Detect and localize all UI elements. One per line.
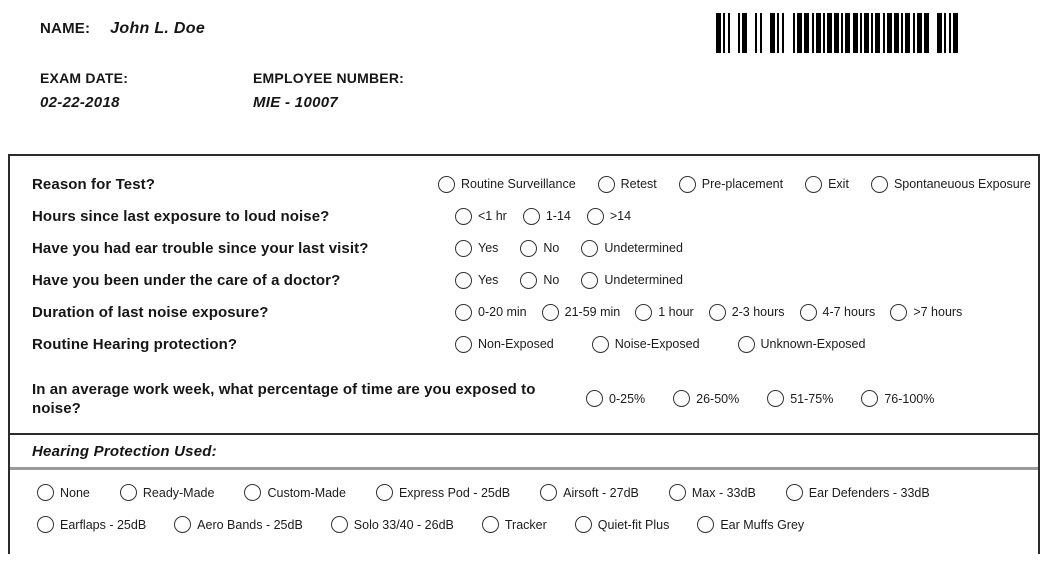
radio-group [455, 208, 631, 225]
radio-circle-icon [438, 176, 455, 193]
radio-option[interactable] [738, 336, 866, 353]
radio-circle-icon [575, 516, 592, 533]
radio-option[interactable] [673, 390, 739, 407]
radio-label: Tracker [504, 517, 547, 532]
questionnaire-box [8, 154, 1040, 554]
radio-option[interactable] [542, 304, 621, 321]
radio-label: Spontaneuous Exposure [893, 177, 1031, 191]
question-row [10, 360, 1038, 433]
radio-label: 76-100% [884, 391, 935, 406]
radio-option[interactable] [805, 176, 849, 193]
radio-label: Yes [478, 273, 499, 287]
radio-option[interactable] [520, 272, 559, 289]
radio-option[interactable] [669, 484, 756, 501]
radio-option[interactable] [455, 240, 498, 257]
radio-label: None [60, 485, 90, 500]
radio-circle-icon [592, 336, 609, 353]
radio-option[interactable] [120, 484, 215, 501]
radio-circle-icon [455, 304, 472, 321]
radio-label: No [543, 241, 560, 255]
radio-label: Solo 33/40 - 26dB [353, 517, 454, 532]
radio-label: Pre-placement [701, 177, 784, 191]
question-row [10, 200, 1038, 232]
question-row [10, 264, 1038, 296]
radio-circle-icon [376, 484, 393, 501]
radio-circle-icon [738, 336, 755, 353]
radio-option[interactable] [523, 208, 571, 225]
radio-option[interactable] [709, 304, 785, 321]
radio-label: Non-Exposed [478, 337, 554, 351]
radio-label: No [543, 273, 560, 287]
radio-label: Airsoft - 27dB [563, 485, 639, 500]
radio-option[interactable] [37, 484, 90, 501]
radio-option[interactable] [438, 176, 576, 193]
radio-circle-icon [586, 390, 603, 407]
radio-group [455, 272, 683, 289]
radio-option[interactable] [786, 484, 930, 501]
radio-option[interactable] [592, 336, 700, 353]
radio-group [438, 176, 1031, 193]
radio-label: 51-75% [790, 391, 834, 406]
radio-label: Unknown-Exposed [760, 337, 866, 351]
radio-option[interactable] [455, 304, 527, 321]
radio-option[interactable] [244, 484, 346, 501]
radio-option[interactable] [455, 272, 498, 289]
radio-circle-icon [542, 304, 559, 321]
question-text: In an average work week, what percentage of time are you exposed to noise? [32, 380, 536, 417]
radio-label: Quiet-fit Plus [597, 517, 670, 532]
question-text: Hours since last exposure to loud noise? [32, 207, 330, 225]
radio-label: Ear Muffs Grey [720, 517, 805, 532]
employee-number-value: MIE - 10007 [253, 94, 339, 111]
radio-circle-icon [455, 336, 472, 353]
radio-circle-icon [587, 208, 604, 225]
radio-label: 21-59 min [564, 305, 621, 319]
radio-circle-icon [861, 390, 878, 407]
section-title: Hearing Protection Used: [32, 442, 217, 460]
radio-option[interactable] [37, 516, 146, 533]
radio-group [586, 390, 934, 407]
radio-label: Aero Bands - 25dB [197, 517, 303, 532]
exam-date-value: 02-22-2018 [40, 94, 120, 111]
radio-option[interactable] [871, 176, 1031, 193]
radio-label: 1-14 [545, 209, 571, 223]
radio-label: 1 hour [658, 305, 694, 319]
radio-option[interactable] [800, 304, 876, 321]
exam-date-field [40, 70, 128, 111]
hearing-protection-section-header [10, 433, 1038, 470]
radio-circle-icon [697, 516, 714, 533]
radio-option[interactable] [861, 390, 934, 407]
question-text: Reason for Test? [32, 175, 156, 193]
radio-circle-icon [673, 390, 690, 407]
radio-option[interactable] [587, 208, 631, 225]
radio-option[interactable] [635, 304, 693, 321]
question-text: Have you been under the care of a doctor? [32, 271, 341, 289]
radio-circle-icon [871, 176, 888, 193]
radio-label: 26-50% [696, 391, 740, 406]
radio-label: >14 [609, 209, 632, 223]
radio-circle-icon [890, 304, 907, 321]
radio-circle-icon [581, 272, 598, 289]
radio-label: Routine Surveillance [461, 177, 576, 191]
radio-option[interactable] [890, 304, 962, 321]
radio-circle-icon [174, 516, 191, 533]
radio-option[interactable] [482, 516, 547, 533]
radio-label: Earflaps - 25dB [60, 517, 147, 532]
radio-label: >7 hours [913, 305, 963, 319]
question-row [10, 168, 1038, 200]
radio-label: Exit [828, 177, 849, 191]
radio-option[interactable] [174, 516, 303, 533]
radio-group [455, 336, 865, 353]
radio-circle-icon [805, 176, 822, 193]
radio-label: Undetermined [604, 241, 683, 255]
question-row [10, 232, 1038, 264]
radio-option[interactable] [767, 390, 833, 407]
radio-circle-icon [709, 304, 726, 321]
radio-circle-icon [767, 390, 784, 407]
radio-label: Max - 33dB [691, 485, 756, 500]
radio-option[interactable] [581, 272, 683, 289]
employee-number-field [253, 70, 404, 111]
radio-circle-icon [482, 516, 499, 533]
question-row [10, 296, 1038, 328]
name-row [40, 20, 205, 38]
question-rows [10, 156, 1038, 433]
radio-group [455, 304, 962, 321]
radio-label: Ready-Made [142, 485, 215, 500]
radio-circle-icon [37, 516, 54, 533]
radio-option[interactable] [331, 516, 454, 533]
radio-circle-icon [635, 304, 652, 321]
radio-circle-icon [523, 208, 540, 225]
radio-label: Retest [620, 177, 657, 191]
radio-circle-icon [37, 484, 54, 501]
radio-circle-icon [598, 176, 615, 193]
exam-date-label: EXAM DATE: [40, 70, 129, 86]
radio-label: Undetermined [604, 273, 683, 287]
radio-circle-icon [540, 484, 557, 501]
employee-number-label: EMPLOYEE NUMBER: [253, 70, 404, 86]
radio-option[interactable] [581, 240, 683, 257]
radio-label: 4-7 hours [822, 305, 876, 319]
radio-label: Express Pod - 25dB [398, 485, 511, 500]
radio-option[interactable] [586, 390, 645, 407]
radio-label: 2-3 hours [731, 305, 785, 319]
radio-option[interactable] [520, 240, 559, 257]
radio-option[interactable] [598, 176, 657, 193]
radio-group [10, 470, 1038, 515]
name-label: NAME: [40, 20, 91, 37]
radio-option[interactable] [455, 208, 507, 225]
radio-circle-icon [669, 484, 686, 501]
radio-label: Yes [478, 241, 499, 255]
radio-group [10, 515, 1038, 562]
radio-label: 0-20 min [478, 305, 527, 319]
radio-circle-icon [120, 484, 137, 501]
radio-label: Ear Defenders - 33dB [808, 485, 930, 500]
radio-circle-icon [244, 484, 261, 501]
radio-option[interactable] [697, 516, 804, 533]
radio-circle-icon [455, 240, 472, 257]
name-value: John L. Doe [110, 20, 206, 37]
radio-option[interactable] [679, 176, 783, 193]
radio-label: Noise-Exposed [614, 337, 700, 351]
radio-option[interactable] [540, 484, 639, 501]
radio-label: <1 hr [478, 209, 507, 223]
radio-option[interactable] [376, 484, 510, 501]
radio-circle-icon [520, 272, 537, 289]
radio-circle-icon [800, 304, 817, 321]
radio-circle-icon [679, 176, 696, 193]
question-text: Duration of last noise exposure? [32, 303, 269, 321]
question-text: Routine Hearing protection? [32, 335, 238, 353]
radio-circle-icon [520, 240, 537, 257]
radio-circle-icon [331, 516, 348, 533]
radio-circle-icon [581, 240, 598, 257]
radio-circle-icon [455, 208, 472, 225]
radio-option[interactable] [455, 336, 554, 353]
question-row [10, 328, 1038, 360]
radio-group [455, 240, 683, 257]
radio-option[interactable] [575, 516, 670, 533]
radio-circle-icon [786, 484, 803, 501]
barcode [716, 13, 958, 53]
radio-label: Custom-Made [267, 485, 346, 500]
radio-label: 0-25% [609, 391, 646, 406]
question-text: Have you had ear trouble since your last visit? [32, 239, 369, 257]
radio-circle-icon [455, 272, 472, 289]
